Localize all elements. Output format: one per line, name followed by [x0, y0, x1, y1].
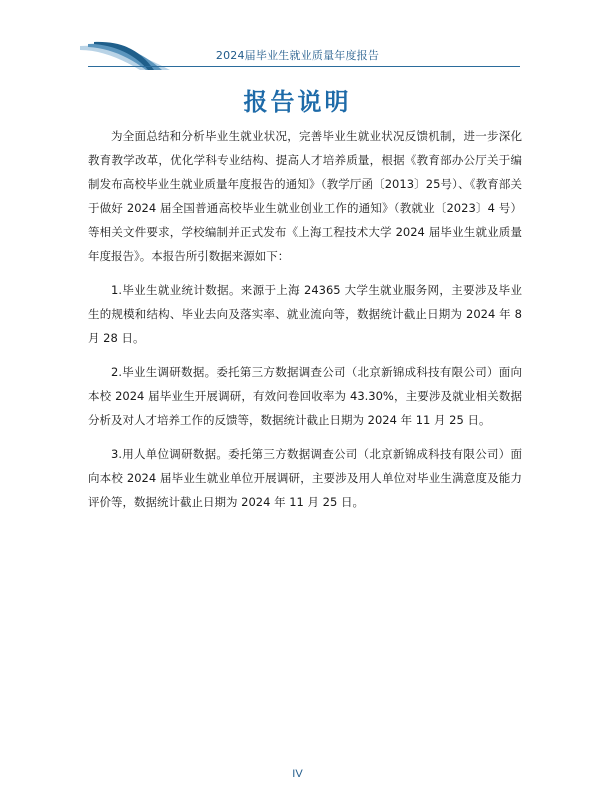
intro-paragraph: 为全面总结和分析毕业生就业状况，完善毕业生就业状况反馈机制，进一步深化教育教学改革，优化学科专业结构、提高人才培养质量，根据《教育部办公厅关于编制发布高校毕业生就业质量年度报告的通知》（教学厅函〔2013〕25号）、《教育部关于做好 2024 届全国普通高校毕业生就业创业工作的通知》（教就业〔2023〕4 号）等相关文件要求，学校编制并正式发布《上海工程技术大学 2024 届毕业生就业质量年度报告》。本报告所引数据来源如下： [88, 129, 522, 263]
page-title: 报告说明 [243, 88, 352, 116]
page-number: IV [292, 768, 303, 780]
source-item-employment-stats: 1.毕业生就业统计数据。来源于上海 24365 大学生就业服务网，主要涉及毕业生的规模和结构、毕业去向及落实率、就业流向等，数据统计截止日期为 2024 年 8 月 28 日。 [88, 283, 522, 345]
header-rule [88, 66, 520, 67]
source-item-graduate-survey: 2.毕业生调研数据。委托第三方数据调查公司（北京新锦成科技有限公司）面向本校 2024 届毕业生开展调研，有效问卷回收率为 43.30%，主要涉及就业相关数据分析及对人才培养工作的反馈等，数据统计截止日期为 2024 年 11 月 25 日。 [88, 365, 522, 427]
source-item-employer-survey: 3.用人单位调研数据。委托第三方数据调查公司（北京新锦成科技有限公司）面向本校 2024 届毕业生就业单位开展调研，主要涉及用人单位对毕业生满意度及能力评价等，数据统计截止日期为 2024 年 11 月 25 日。 [88, 447, 522, 509]
report-body [88, 124, 522, 524]
header-title: 2024届毕业生就业质量年度报告 [215, 49, 380, 62]
